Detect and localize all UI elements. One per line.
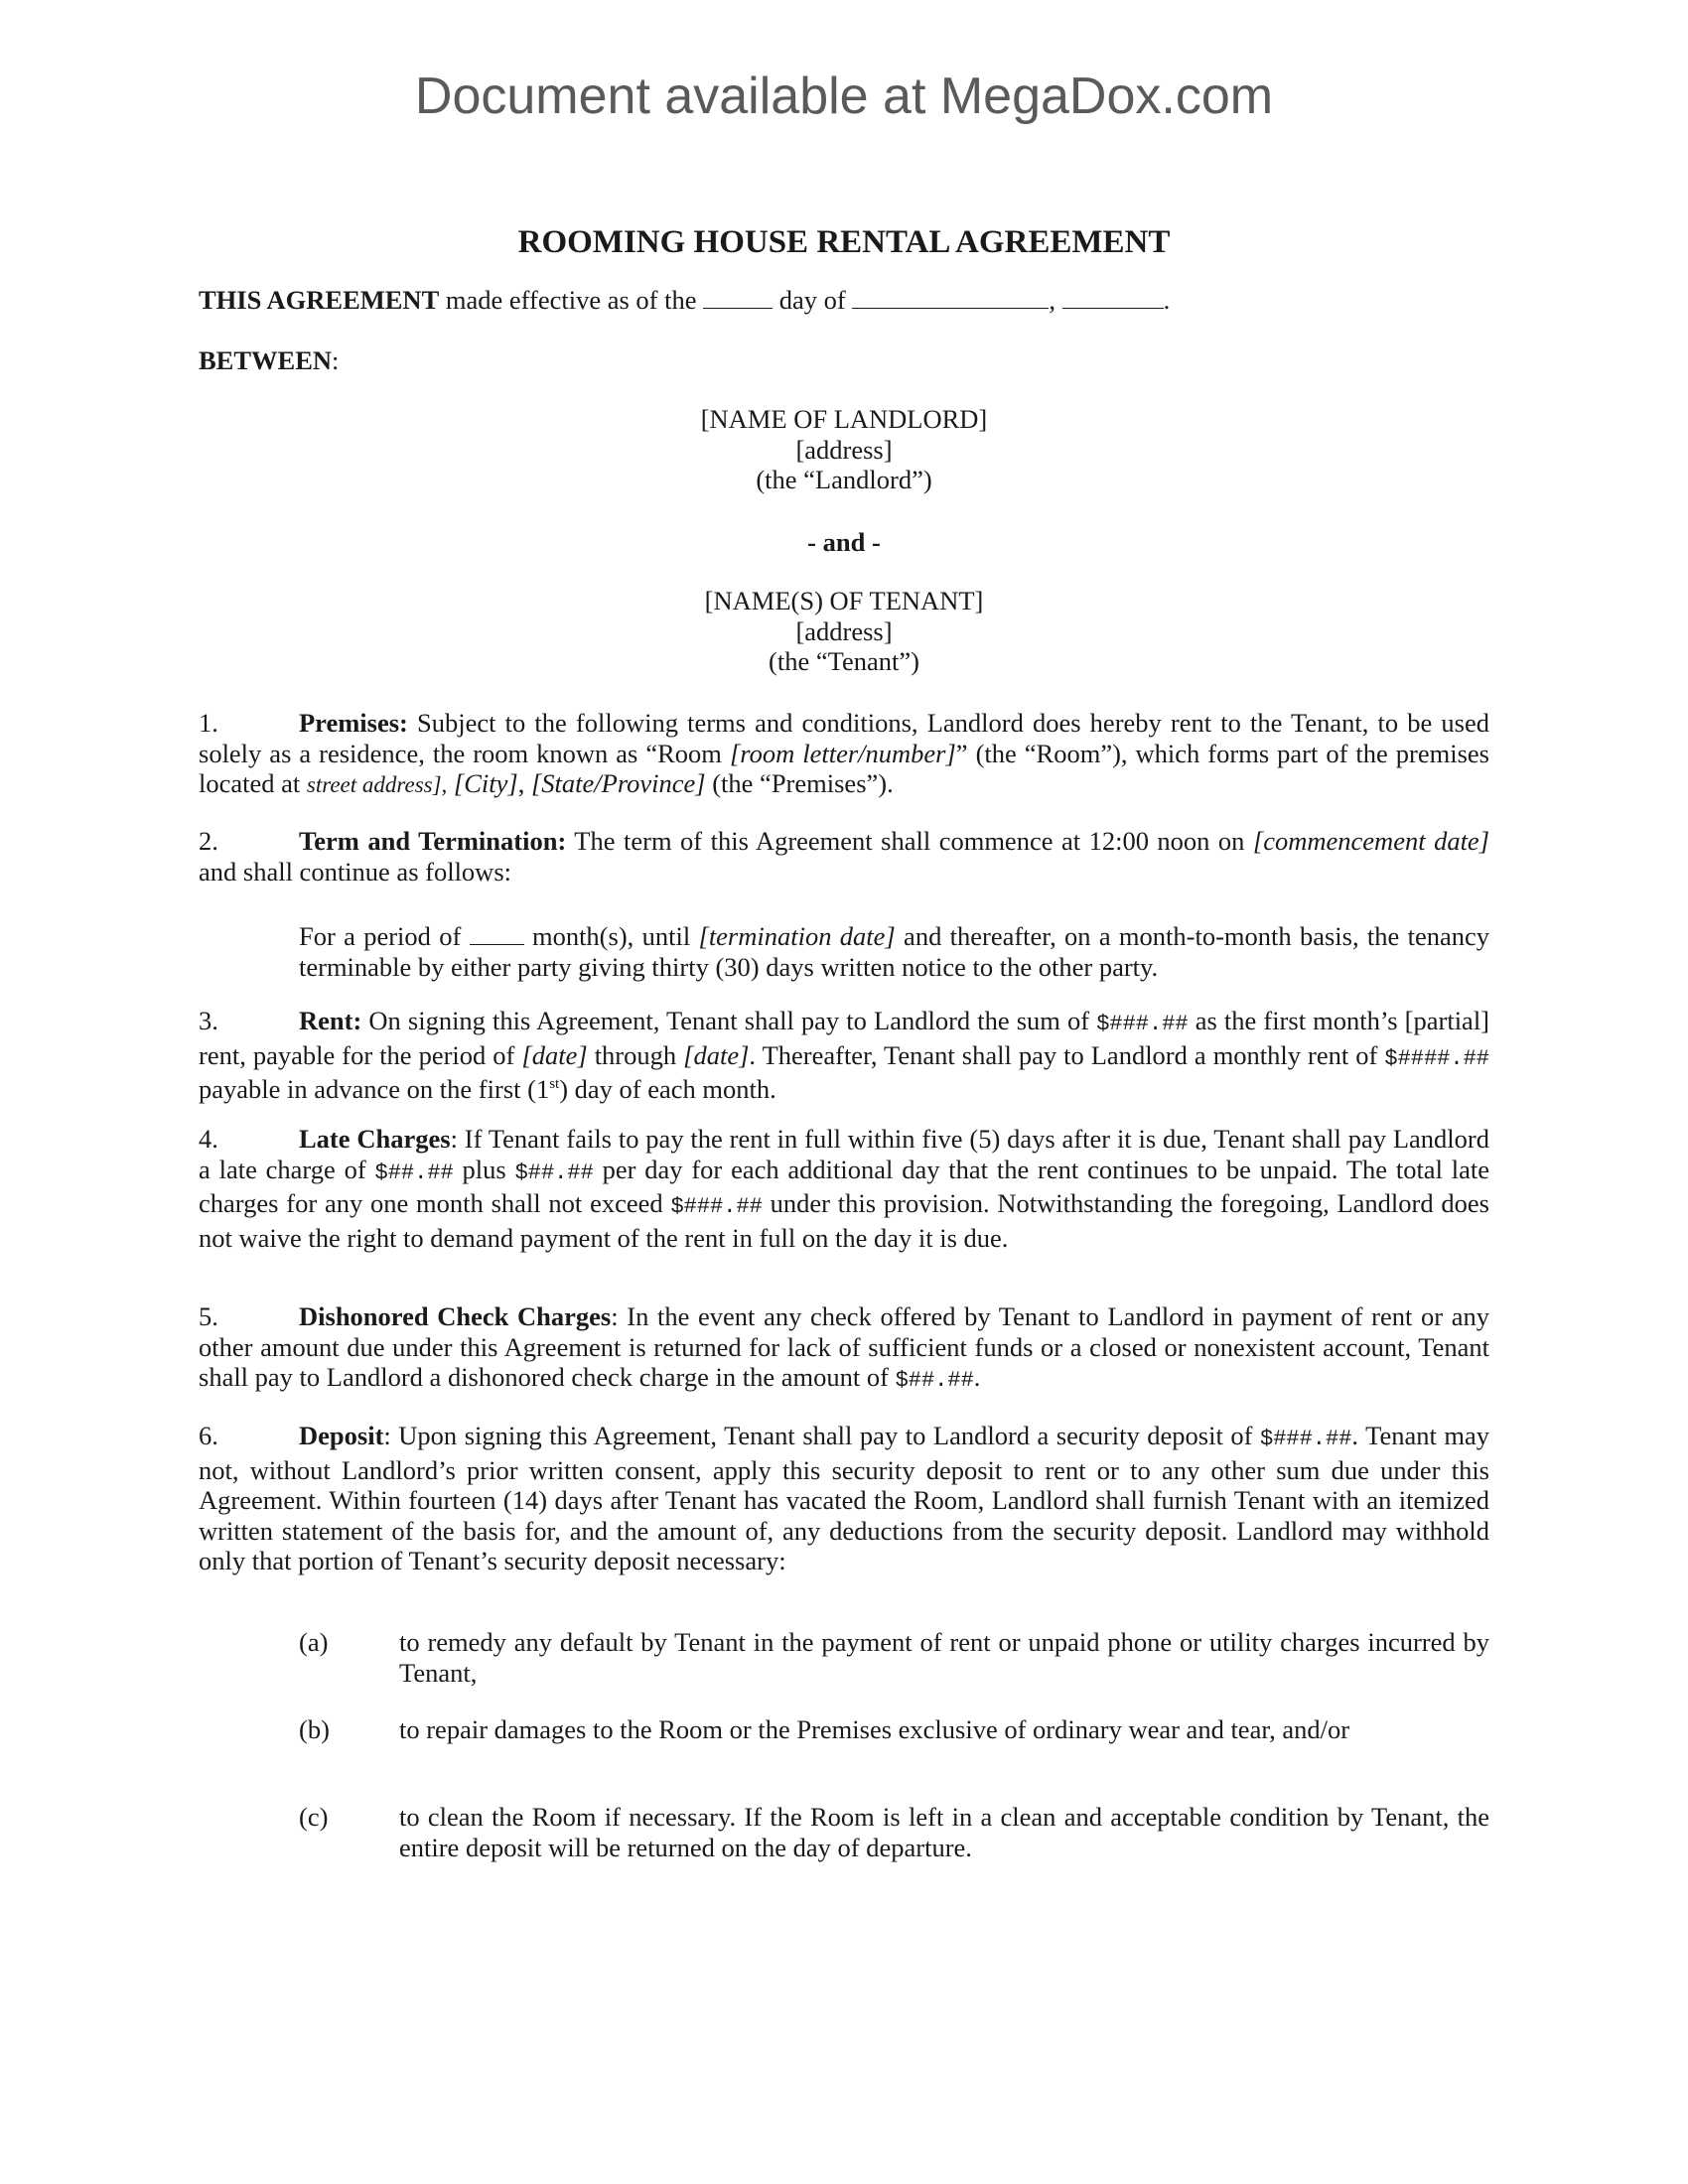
landlord-name: [NAME OF LANDLORD] xyxy=(700,404,988,434)
landlord-address: [address] xyxy=(795,434,893,465)
tenant-alias: (the “Tenant”) xyxy=(769,646,919,676)
section-rent: 3. Rent: On signing this Agreement, Tenant shall pay to Landlord the sum of $###.## as the first month’s [partial] rent, payable for the period of [date] through [date]. Thereafter, Tenant shall pay to Landlord a monthly rent of $####.## payable in advance on the first (1st) day of each month. xyxy=(199,1006,1490,1104)
and-separator: - and - xyxy=(807,527,881,557)
effective-date-line: THIS AGREEMENT made effective as of the day of , . xyxy=(199,281,1170,319)
section-term-termination: 2. Term and Termination: The term of this Agreement shall commence at 12:00 noon on [commencement date] and shall continue as follows: xyxy=(199,826,1490,887)
day-blank[interactable] xyxy=(703,282,773,309)
section-dishonored-check: 5. Dishonored Check Charges: In the event any check offered by Tenant to Landlord in payment of rent or any other amount due under this Agreement is returned for lack of sufficient funds or a closed or nonexistent account, Tenant shall pay to Landlord a dishonored check charge in the amount of $##.##. xyxy=(199,1301,1490,1393)
tenant-address: [address] xyxy=(795,615,893,646)
months-blank[interactable] xyxy=(470,918,524,945)
landlord-block xyxy=(0,404,1688,495)
term-period-clause: For a period of month(s), until [termination date] and thereafter, on a month-to-month basis, the tenancy terminable by either party giving thirty (30) days written notice to the other party. xyxy=(299,918,1489,982)
section-premises: 1. Premises: Subject to the following terms and conditions, Landlord does hereby rent to the Tenant, to be used solely as a residence, the room known as “Room [room letter/number]” (the “Room”), which forms part of the premises located at street address], [City], [State/Province] (the “Premises”). xyxy=(199,708,1489,798)
section-deposit: 6. Deposit: Upon signing this Agreement, Tenant shall pay to Landlord a security deposit of $###.##. Tenant may not, without Landlord’s prior written consent, apply this security deposit to rent or to any other sum due under this Agreement. Within fourteen (14) days after Tenant has vacated the Room, Landlord shall furnish Tenant with an itemized written statement of the basis for, and the amount of, any deductions from the security deposit. Landlord may withhold only that portion of Tenant’s security deposit necessary: xyxy=(199,1421,1489,1575)
tenant-name: [NAME(S) OF TENANT] xyxy=(704,586,984,615)
month-blank[interactable] xyxy=(852,282,1049,309)
between-label: BETWEEN: xyxy=(199,345,340,375)
section-late-charges: 4. Late Charges: If Tenant fails to pay the rent in full within five (5) days after it is due, Tenant shall pay Landlord a late charge of $##.## plus $##.## per day for each additional day that the rent continues to be unpaid. The total late charges for any one month shall not exceed $###.## under this provision. Notwithstanding the foregoing, Landlord does not waive the right to demand payment of the rent in full on the day it is due. xyxy=(199,1124,1490,1253)
year-blank[interactable] xyxy=(1062,282,1164,309)
document-title: ROOMING HOUSE RENTAL AGREEMENT xyxy=(517,224,1171,260)
landlord-alias: (the “Landlord”) xyxy=(756,465,932,494)
tenant-block xyxy=(0,586,1688,677)
watermark-banner: Document available at MegaDox.com xyxy=(414,68,1274,125)
